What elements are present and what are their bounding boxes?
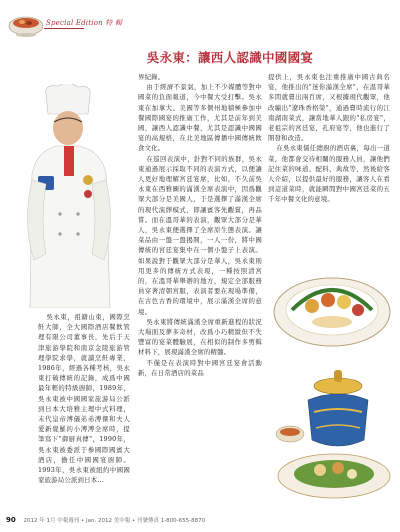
right-column (268, 72, 390, 240)
left-paragraph-1: 吳永東，祖籍山東，國際烹飪大師，全大國際酒店餐飲管理有限公司董事長，先后于天津旅游學院和南京金陵旅游管理學院求學，就讀烹飪專業，1986年，經過各種考核，吳永東打破傳統的記錄，成爲中國最年輕的特級廚師，1989年，吳永東被中國國家旅游局公派到日本大培雅主理中式料理，末代皇帝溥儀弟弟溥傑和夫人愛新覺羅的小溥溥全席時，提筆寫下"御厨真傳"，1990年，吳永東被委派于参國際國賓大酒店，擔任中國國宴廚師。1993年，吳永東被紐約中國國家旅游局公派到日本... (38, 313, 130, 485)
right-paragraph-1: 提供上，吳永東也注重推廣中國古典名宴，他推出的"迷你滿漢全席"，在温哥華多間就賣出兩百席，又根據現代觀眾，他改編出"遼珠香格榮"，通過賣時流行的江南湖南菜式，讓當地華人跟的"私房宴"，老祖宗的宮廷宴，孔府宴等，他也進行了開發和改造。 (268, 73, 390, 143)
header-bowl-illustration (6, 6, 46, 40)
dish-photo-tureen (268, 360, 394, 512)
middle-paragraph-2: 由于經濟不景氣，加上不少媒體等對中國菜的負面報道，今中餐大受打擊。吳永東在加拿大、美國等多個州地積極參加中餐國際國宴的推廣工作，尤其是前年到美國，讓西人認識中餐，尤其是認識中國國宴的高規格，在北美地區傳播中國傳統飲食文化。 (138, 83, 262, 153)
middle-paragraph-5: 不僅是在表演時對中國宮廷宴會活動新，在日常酒店的菜品 (138, 358, 262, 377)
section-label: Special Edition 特 輯 (46, 19, 123, 27)
middle-paragraph-1: 界紀錄。 (138, 73, 165, 81)
page-number: 90 (6, 516, 16, 524)
header-rule (44, 28, 84, 29)
middle-paragraph-3: 在巡回表演中，針對不同的族群，吳永東通過展示採取不同的表演方式，以便讓人更好地理解宮廷宴席，比如，不久前吳永東在西雅圖的滿漢全席表演中，因爲觀眾大部分是美國人，于是選擇了滿漢全席的現代演繹模式，即讓賓客先觀賞，再品嘗。而在溫哥華的表演，觀眾大部分是華人，吳永東便選擇了全席原生態表演。讓菜品由一盤一盤揭開，一人一份，將中國傳統的宮廷宴集中在一個小盤子上表演。如果說對于觀眾大部分是華人，吳永東則用更多的傳統方式表現，一種按照清宮的，在溫哥華舉辦的地方，規定全部服務員穿著清朝宮服，表演者要在現場準備，在古色古香的環境中，展示滿漢全席的意境。 (138, 154, 262, 316)
chef-photo (16, 84, 122, 308)
page-footer (6, 516, 396, 524)
article-title: 吳永東：讓西人認識中國國宴 (146, 50, 314, 65)
footer-text: 2012 年 1月 中報週刊 • Jan. 2012 美中報 • 刊號傳真 1-800-655-8870 (23, 518, 206, 524)
left-column (38, 312, 130, 510)
middle-column (138, 72, 262, 510)
dish-photo-plate (268, 250, 394, 360)
right-paragraph-2: 在吳永東儒任總廚的酒店裏，每出一道菜，他都會交待相關的服務人員，讓他們記住菜的味道、配料、典故等，然後給客人介紹，以提供最好的服務，讓客人在看到這道菜時，就能瞬間對中國宮廷菜的五千年中餐文化的意境。 (268, 144, 390, 204)
middle-paragraph-4: 吳永東將傳統滿漢全席重新進程的狀況大場面及夢多奇材，改爲小巧精緻但不失豐富的宴菜體驗展，在相似的制作多剪輯材料下，展現滿漢全席的精髓。 (138, 317, 262, 357)
